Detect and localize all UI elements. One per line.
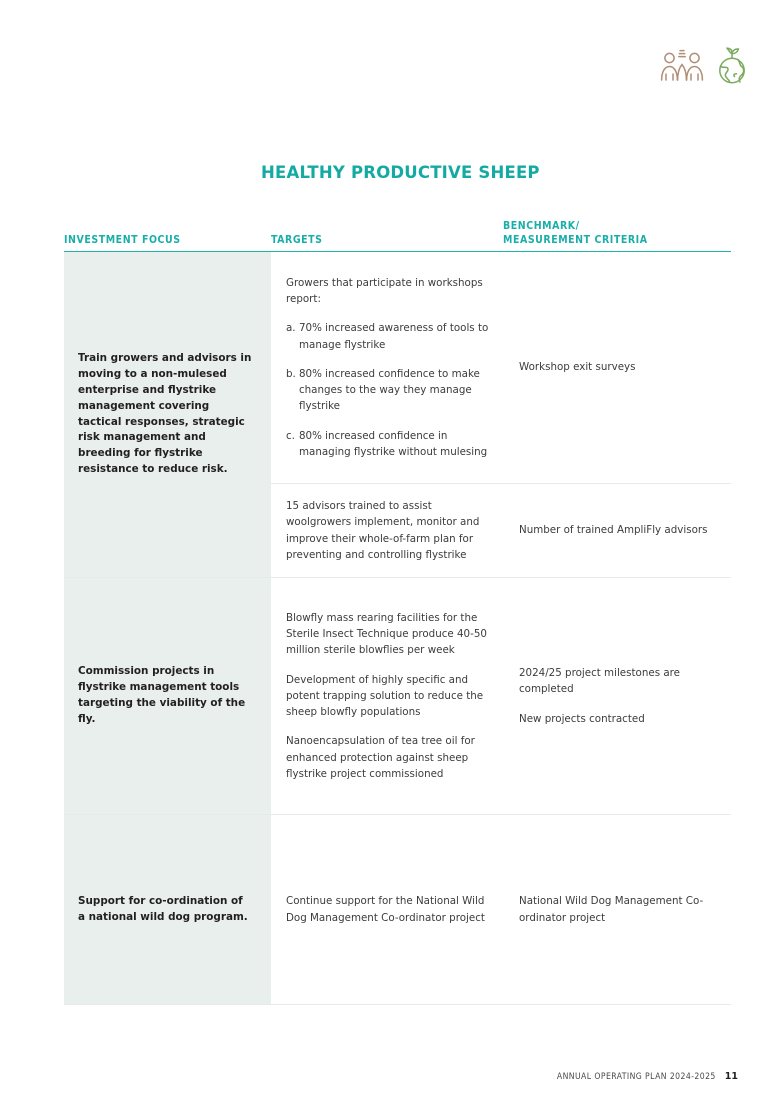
cell-investment-focus <box>64 252 271 577</box>
cell-targets <box>271 815 503 1004</box>
column-header-label: TARGETS <box>271 233 323 246</box>
table-subrow <box>271 252 731 483</box>
benchmark-text: New projects contracted <box>519 712 645 725</box>
cell-benchmark <box>503 815 731 1004</box>
community-people-icon <box>660 47 704 83</box>
list-marker: b. <box>286 367 296 380</box>
cell-targets <box>271 484 503 577</box>
list-marker: c. <box>286 429 295 442</box>
list-text: 70% increased awareness of tools to manage flystrike <box>299 322 489 351</box>
table-bottom-rule <box>64 1004 731 1005</box>
targets-text: Nanoencapsulation of tea tree oil for enhanced protection against sheep flystrike project commissioned <box>286 735 475 780</box>
row-right-group <box>271 578 731 814</box>
targets-intro: Growers that participate in workshops report: <box>286 276 483 306</box>
list-marker: a. <box>286 322 296 335</box>
column-header-investment-focus <box>64 234 271 247</box>
table-header-row <box>64 212 731 252</box>
investment-focus-text: Commission projects in flystrike management tools targeting the viability of the fly. <box>78 665 246 725</box>
column-header-label-line2: MEASUREMENT CRITERIA <box>503 233 648 246</box>
targets-text: Blowfly mass rearing facilities for the Sterile Insect Technique produce 40-50 million sterile blowflies per week <box>286 611 487 657</box>
footer-label: ANNUAL OPERATING PLAN 2024-2025 <box>556 1072 716 1082</box>
targets-list-item <box>286 366 489 415</box>
investment-focus-text: Train growers and advisors in moving to a non-mulesed enterprise and flystrike management covering tactical responses, strategic risk management and breeding for flystrike resistance to reduce risk. <box>78 352 252 475</box>
table-row <box>64 252 731 577</box>
page-footer <box>557 1071 738 1082</box>
investment-focus-text: Support for co-ordination of a national wild dog program. <box>78 894 248 923</box>
table-subrow <box>271 815 731 1004</box>
targets-list-item <box>286 428 489 461</box>
row-right-group <box>271 815 731 1004</box>
table-subrow <box>271 578 731 814</box>
targets-text: Development of highly specific and potent trapping solution to reduce the sheep blowfly populations <box>286 673 484 719</box>
benchmark-text: National Wild Dog Management Co-ordinator project <box>519 895 704 924</box>
table-row <box>64 814 731 1004</box>
investment-table <box>64 212 731 1005</box>
cell-benchmark <box>503 484 731 577</box>
targets-list-item <box>286 320 489 353</box>
cell-benchmark <box>503 252 731 483</box>
benchmark-text: 2024/25 project milestones are completed <box>519 667 680 696</box>
page-number: 11 <box>724 1071 738 1082</box>
cell-benchmark <box>503 578 731 814</box>
list-text: 80% increased confidence to make changes to the way they manage flystrike <box>299 367 480 413</box>
benchmark-text: Workshop exit surveys <box>519 361 636 374</box>
page-title: HEALTHY PRODUCTIVE SHEEP <box>261 163 540 182</box>
list-text: 80% increased confidence in managing flystrike without mulesing <box>299 429 488 458</box>
column-header-benchmark <box>503 220 731 247</box>
table-subrow <box>271 483 731 577</box>
header-logo-strip <box>660 46 750 84</box>
targets-text: Continue support for the National Wild Dog Management Co-ordinator project <box>286 895 485 924</box>
cell-targets <box>271 578 503 814</box>
cell-investment-focus <box>64 578 271 814</box>
globe-sprout-icon <box>714 46 750 84</box>
column-header-label: INVESTMENT FOCUS <box>64 233 181 246</box>
targets-text: 15 advisors trained to assist woolgrowers implement, monitor and improve their whole-of-farm plan for preventing and controlling flystrike <box>286 500 480 561</box>
row-right-group <box>271 252 731 577</box>
cell-targets <box>271 252 503 483</box>
benchmark-text: Number of trained AmpliFly advisors <box>519 524 708 537</box>
table-row <box>64 577 731 814</box>
column-header-label: BENCHMARK/ <box>503 220 580 233</box>
column-header-targets <box>271 234 503 247</box>
cell-investment-focus <box>64 815 271 1004</box>
